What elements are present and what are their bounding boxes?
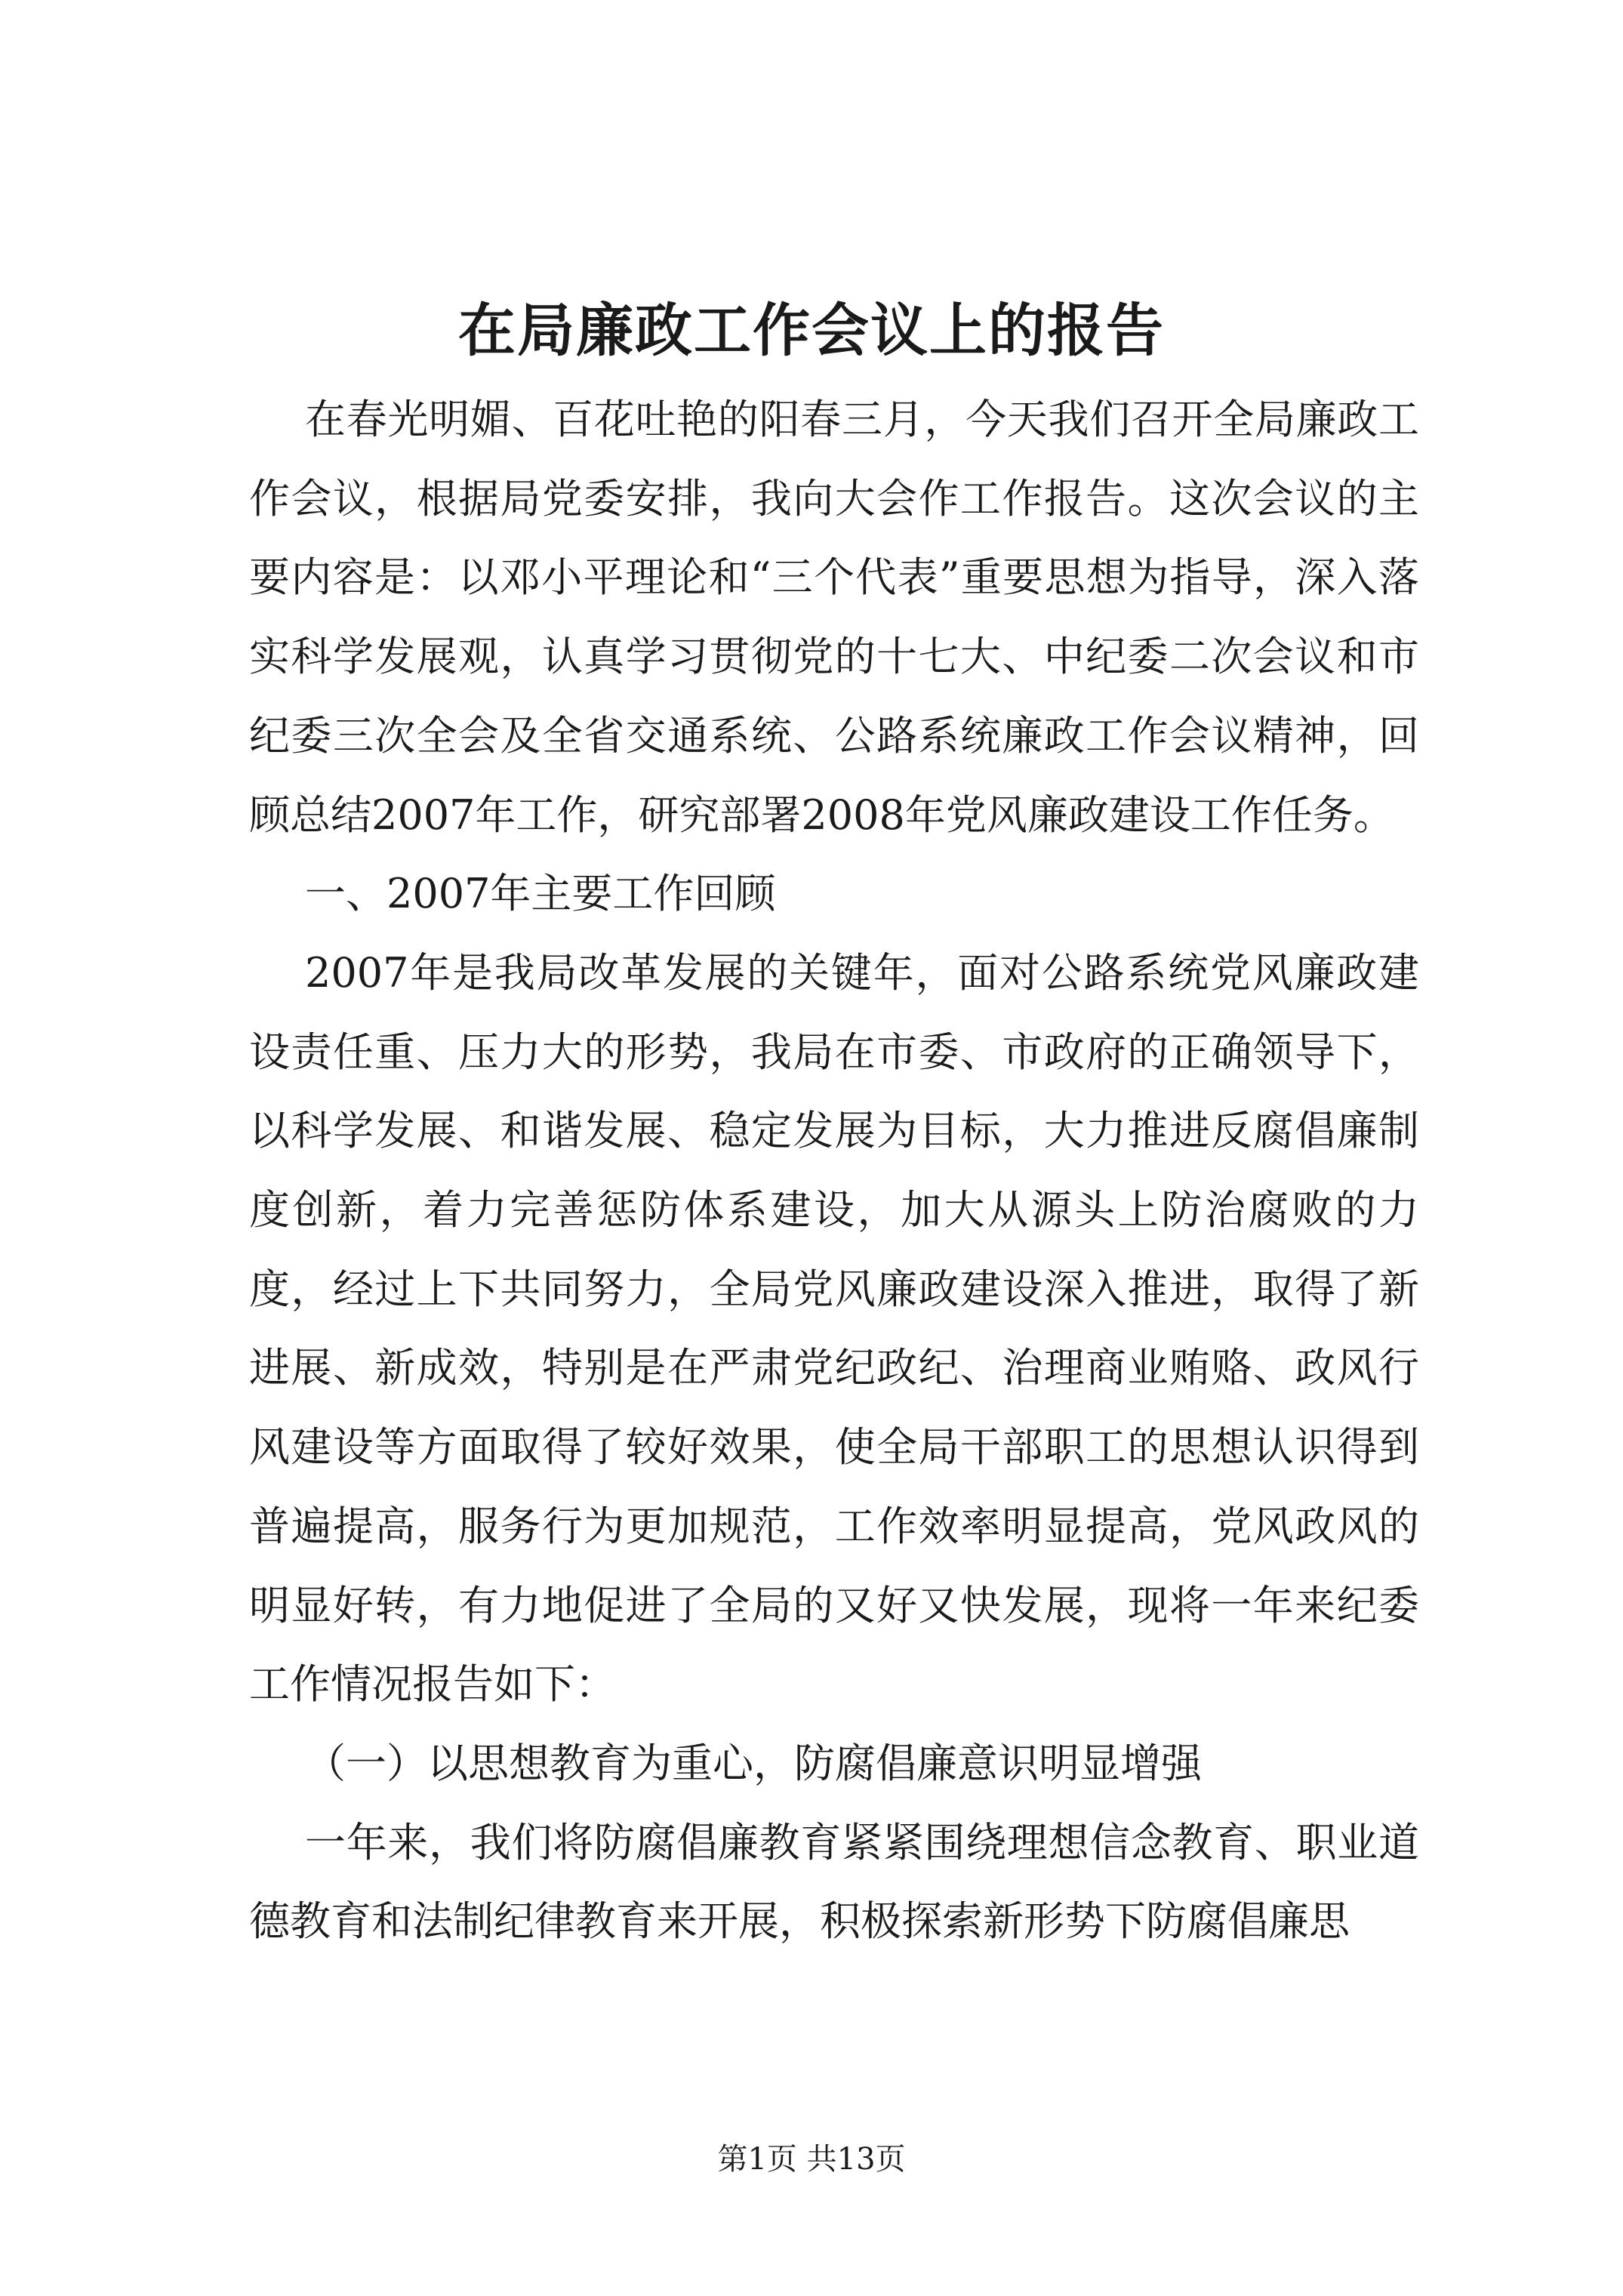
subsection-heading-1: （一）以思想教育为重心，防腐倡廉意识明显增强 [305,1739,1202,1787]
section-heading-1: 一、2007年主要工作回顾 [305,870,776,918]
document-title: 在局廉政工作会议上的报告 [458,297,1165,364]
document-body [249,381,1419,1962]
paragraph-education: 一年来，我们将防腐倡廉教育紧紧围绕理想信念教育、职业道德教育和法制纪律教育来开展，积极探索新形势下防腐倡廉思 [249,1818,1419,1946]
paragraph-review: 2007年是我局改革发展的关键年，面对公路系统党风廉政建设责任重、压力大的形势，我局在市委、市政府的正确领导下，以科学发展、和谐发展、稳定发展为目标，大力推进反腐倡廉制度创新，着力完善惩防体系建设，加大从源头上防治腐败的力度，经过上下共同努力，全局党风廉政建设深入推进，取得了新进展、新成效，特别是在严肃党纪政纪、治理商业贿赂、政风行风建设等方面取得了较好效果，使全局干部职工的思想认识得到普遍提高，服务行为更加规范，工作效率明显提高，党风政风的明显好转，有力地促进了全局的又好又快发展，现将一年来纪委工作情况报告如下： [249,948,1419,1709]
paragraph-intro: 在春光明媚、百花吐艳的阳春三月，今天我们召开全局廉政工作会议，根据局党委安排，我向大会作工作报告。这次会议的主要内容是：以邓小平理论和“三个代表”重要思想为指导，深入落实科学发展观，认真学习贯彻党的十七大、中纪委二次会议和市纪委三次全会及全省交通系统、公路系统廉政工作会议精神，回顾总结2007年工作，研究部署2008年党风廉政建设工作任务。 [249,396,1419,839]
page-footer: 第1页 共13页 [717,2142,906,2177]
